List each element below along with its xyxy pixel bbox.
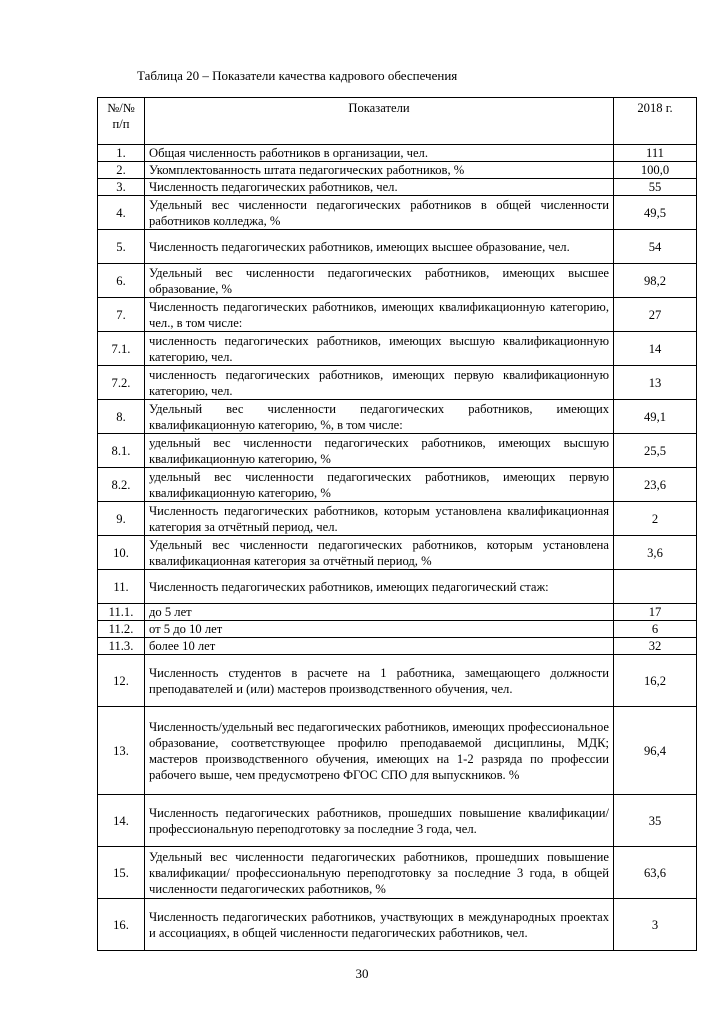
row-value: 23,6 [614, 468, 697, 502]
row-indicator: Численность студентов в расчете на 1 работника, замещающего должности преподавателей и (или) мастеров производственного обучения, чел. [145, 655, 614, 707]
table-row [98, 536, 697, 570]
table-caption: Таблица 20 – Показатели качества кадрового обеспечения [137, 68, 458, 83]
row-indicator: численность педагогических работников, имеющих первую квалификационную категорию, чел. [145, 366, 614, 400]
row-value: 25,5 [614, 434, 697, 468]
row-number: 16. [98, 899, 145, 951]
row-number: 3. [98, 179, 145, 196]
row-indicator: Численность педагогических работников, прошедших повышение квалификации/ профессиональную переподготовку за последние 3 года, чел. [145, 795, 614, 847]
table-row [98, 847, 697, 899]
row-indicator: Численность педагогических работников, участвующих в международных проектах и ассоциациях, в общей численности педагогических работников, чел. [145, 899, 614, 951]
row-number: 9. [98, 502, 145, 536]
row-value: 6 [614, 621, 697, 638]
row-number: 14. [98, 795, 145, 847]
row-number: 11.1. [98, 604, 145, 621]
row-value: 35 [614, 795, 697, 847]
table-row [98, 570, 697, 604]
row-number: 11. [98, 570, 145, 604]
row-value: 49,5 [614, 196, 697, 230]
row-indicator: Удельный вес численности педагогических работников, имеющих квалификационную категорию, %, в том числе: [145, 400, 614, 434]
row-number: 12. [98, 655, 145, 707]
table-row [98, 179, 697, 196]
row-indicator: Удельный вес численности педагогических работников, прошедших повышение квалификации/ профессиональную переподготовку за последние 3 года, в общей численности педагогических работников, % [145, 847, 614, 899]
table-row [98, 196, 697, 230]
row-indicator: Удельный вес численности педагогических работников, которым установлена квалификационная категория за отчётный период, % [145, 536, 614, 570]
row-indicator: Численность педагогических работников, имеющих педагогический стаж: [145, 570, 614, 604]
row-value: 16,2 [614, 655, 697, 707]
table-row [98, 366, 697, 400]
table-row [98, 604, 697, 621]
row-value: 98,2 [614, 264, 697, 298]
header-year: 2018 г. [614, 98, 697, 145]
row-indicator: Удельный вес численности педагогических работников, имеющих высшее образование, % [145, 264, 614, 298]
row-indicator: Численность педагогических работников, чел. [145, 179, 614, 196]
row-indicator: Численность педагогических работников, которым установлена квалификационная категория за отчётный период, чел. [145, 502, 614, 536]
table-row [98, 795, 697, 847]
row-value: 111 [614, 145, 697, 162]
table-row [98, 621, 697, 638]
table-row [98, 332, 697, 366]
row-value: 3,6 [614, 536, 697, 570]
row-number: 11.3. [98, 638, 145, 655]
table-row [98, 434, 697, 468]
row-indicator: Численность/удельный вес педагогических работников, имеющих профессиональное образование, соответствующее профилю преподаваемой дисциплины, МДК; мастеров производственного обучения, имеющих на 1-2 разряда по профессии рабочего выше, чем предусмотрено ФГОС СПО для выпускников. % [145, 707, 614, 795]
row-indicator: Численность педагогических работников, имеющих квалификационную категорию, чел., в том числе: [145, 298, 614, 332]
row-value: 13 [614, 366, 697, 400]
table-row [98, 298, 697, 332]
row-indicator: удельный вес численности педагогических работников, имеющих высшую квалификационную категорию, % [145, 434, 614, 468]
table-row [98, 162, 697, 179]
row-value: 27 [614, 298, 697, 332]
row-number: 8. [98, 400, 145, 434]
row-value: 32 [614, 638, 697, 655]
table-row [98, 230, 697, 264]
row-indicator: до 5 лет [145, 604, 614, 621]
page-number: 30 [355, 966, 369, 981]
table-row [98, 400, 697, 434]
row-number: 7.2. [98, 366, 145, 400]
row-number: 11.2. [98, 621, 145, 638]
table-row [98, 707, 697, 795]
row-value: 54 [614, 230, 697, 264]
row-value: 2 [614, 502, 697, 536]
row-number: 7. [98, 298, 145, 332]
row-value: 3 [614, 899, 697, 951]
row-indicator: Численность педагогических работников, имеющих высшее образование, чел. [145, 230, 614, 264]
row-value: 96,4 [614, 707, 697, 795]
row-number: 6. [98, 264, 145, 298]
row-value: 49,1 [614, 400, 697, 434]
row-indicator: Удельный вес численности педагогических работников в общей численности работников колледжа, % [145, 196, 614, 230]
table-row [98, 468, 697, 502]
row-indicator: Укомплектованность штата педагогических работников, % [145, 162, 614, 179]
row-indicator: более 10 лет [145, 638, 614, 655]
row-indicator: от 5 до 10 лет [145, 621, 614, 638]
table-row [98, 638, 697, 655]
table-row [98, 145, 697, 162]
row-value: 17 [614, 604, 697, 621]
row-value: 63,6 [614, 847, 697, 899]
row-number: 10. [98, 536, 145, 570]
header-indicator: Показатели [145, 98, 614, 145]
row-number: 2. [98, 162, 145, 179]
row-number: 8.1. [98, 434, 145, 468]
row-number: 4. [98, 196, 145, 230]
row-value: 100,0 [614, 162, 697, 179]
row-indicator: удельный вес численности педагогических работников, имеющих первую квалификационную категорию, % [145, 468, 614, 502]
row-indicator: Общая численность работников в организации, чел. [145, 145, 614, 162]
table-row [98, 899, 697, 951]
row-number: 13. [98, 707, 145, 795]
table-row [98, 264, 697, 298]
row-number: 7.1. [98, 332, 145, 366]
staffing-quality-table [97, 97, 697, 951]
table-header-row [98, 98, 697, 145]
row-number: 1. [98, 145, 145, 162]
row-value: 14 [614, 332, 697, 366]
table-row [98, 502, 697, 536]
row-number: 5. [98, 230, 145, 264]
row-number: 15. [98, 847, 145, 899]
row-value: 55 [614, 179, 697, 196]
row-number: 8.2. [98, 468, 145, 502]
row-indicator: численность педагогических работников, имеющих высшую квалификационную категорию, чел. [145, 332, 614, 366]
header-num: №/№ п/п [98, 98, 145, 145]
row-value [614, 570, 697, 604]
table-row [98, 655, 697, 707]
